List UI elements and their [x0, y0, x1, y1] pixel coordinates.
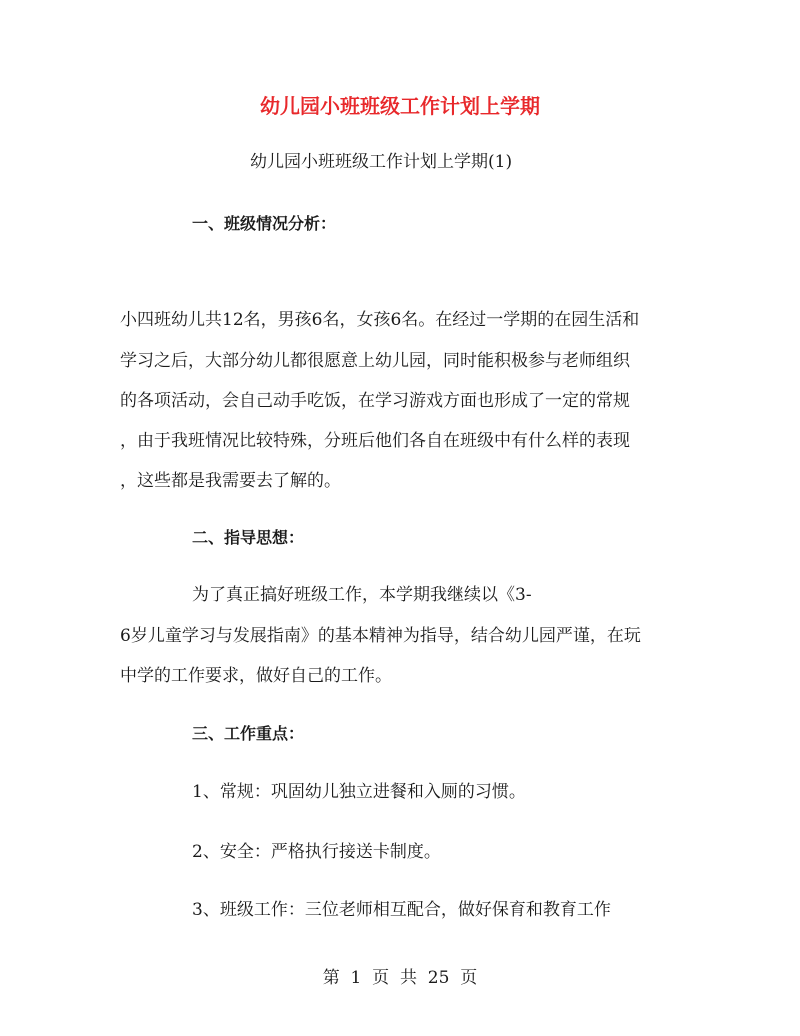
document-subtitle: 幼儿园小班班级工作计划上学期(1) [250, 152, 513, 172]
list-item: 1、常规：巩固幼儿独立进餐和入厕的习惯。 [192, 782, 526, 802]
paragraph-line: 6岁儿童学习与发展指南》的基本精神为指导，结合幼儿园严谨，在玩 [120, 626, 641, 646]
document-title: 幼儿园小班班级工作计划上学期 [260, 94, 540, 118]
section-heading-work-focus: 三、工作重点： [192, 724, 305, 743]
paragraph-line: 学习之后，大部分幼儿都很愿意上幼儿园，同时能积极参与老师组织 [120, 351, 630, 371]
paragraph-line: ，这些都是我需要去了解的。 [120, 471, 341, 491]
page-footer: 第 1 页 共 25 页 [322, 968, 478, 988]
list-item: 2、安全：严格执行接送卡制度。 [192, 842, 441, 862]
section-heading-guiding-thought: 二、指导思想： [192, 528, 305, 547]
section-heading-class-analysis: 一、班级情况分析： [192, 214, 337, 233]
paragraph-line: ，由于我班情况比较特殊，分班后他们各自在班级中有什么样的表现 [120, 431, 630, 451]
paragraph-line: 为了真正搞好班级工作，本学期我继续以《3- [192, 585, 532, 605]
list-item: 3、班级工作：三位老师相互配合，做好保育和教育工作 [192, 900, 611, 920]
paragraph-line: 的各项活动，会自己动手吃饭，在学习游戏方面也形成了一定的常规 [120, 391, 630, 411]
paragraph-line: 小四班幼儿共12名，男孩6名，女孩6名。在经过一学期的在园生活和 [120, 310, 640, 330]
paragraph-line: 中学的工作要求，做好自己的工作。 [120, 666, 392, 686]
